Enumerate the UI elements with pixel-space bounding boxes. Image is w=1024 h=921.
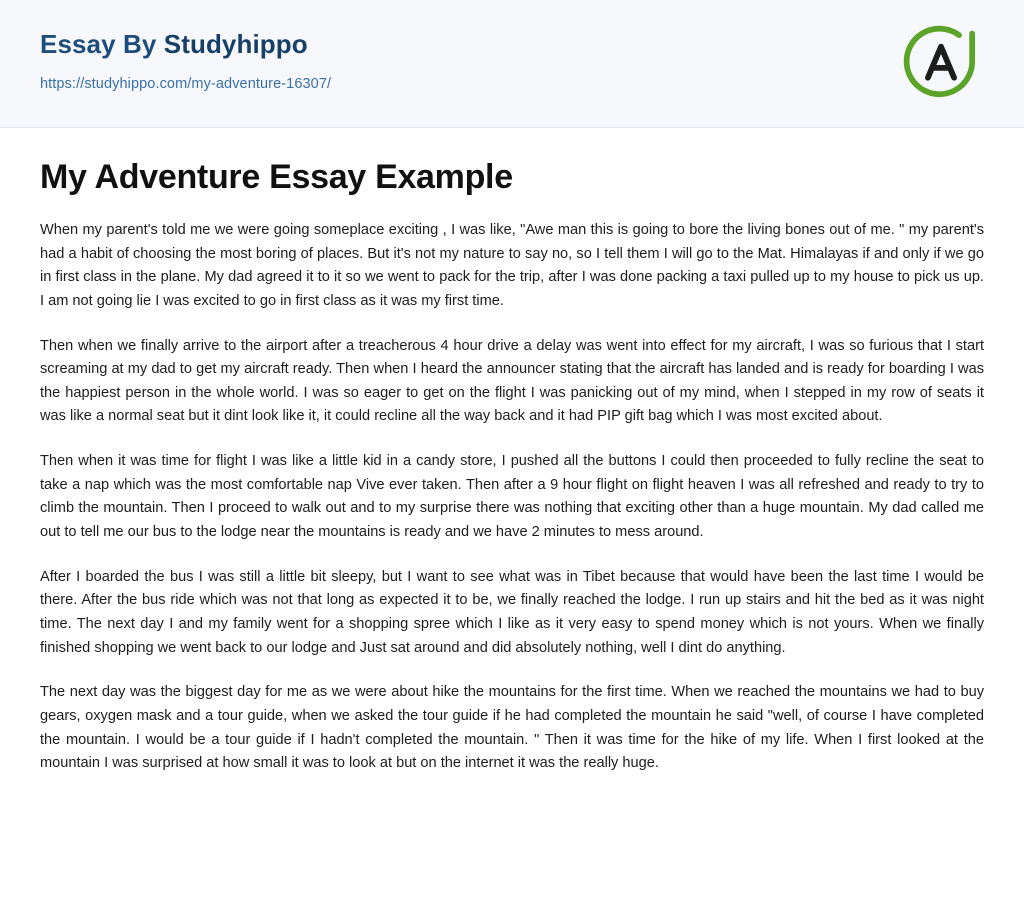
source-url-link[interactable]: https://studyhippo.com/my-adventure-16307/	[40, 75, 332, 92]
article-body	[0, 128, 1024, 776]
site-brand	[40, 30, 984, 59]
brand-prefix: Essay By	[40, 29, 164, 59]
page-title: My Adventure Essay Example	[40, 158, 513, 196]
site-header	[0, 0, 1024, 128]
studyhippo-logo-icon	[900, 22, 982, 104]
article-paragraph: Then when it was time for flight I was like a little kid in a candy store, I pushed all the buttons I could then proceeded to fully recline the seat to take a nap which was the most comfortable nap Vive ever taken. Then after a 9 hour flight on flight heaven I was all refreshed and ready to try to climb the mountain. Then I proceed to walk out and to my surprise there was nothing that exciting other than a huge mountain. My dad called me out to tell me our bus to the lodge near the mountains is ready and we have 2 minutes to mess around.	[40, 453, 984, 541]
article-paragraph: After I boarded the bus I was still a little bit sleepy, but I want to see what was in Tibet because that would have been the last time I would be there. After the bus ride which was not that long as expected it to be, we finally reached the lodge. I run up stairs and hit the bed as it was night time. The next day I and my family went for a shopping spree which I like as it very easy to spend money which is not yours. When we finally finished shopping we went back to our lodge and Just sat around and did absolutely nothing, well I dint do anything.	[40, 568, 984, 656]
article-paragraph: When my parent's told me we were going someplace exciting , I was like, "Awe man this is going to bore the living bones out of me. " my parent's had a habit of choosing the most boring of places. But it's not my nature to say no, so I tell them I will go to the Mat. Himalayas if and only if we go in first class in the plane. My dad agreed it to it so we went to pack for the trip, after I was done packing a taxi pulled up to my house to pick us up. I am not going lie I was excited to go in first class as it was my first time.	[40, 222, 984, 309]
brand-name: Studyhippo	[163, 29, 308, 59]
article-paragraph: Then when we finally arrive to the airport after a treacherous 4 hour drive a delay was went into effect for my aircraft, I was so furious that I start screaming at my dad to get my aircraft ready. Then when I heard the announcer stating that the aircraft has landed and is ready for boarding I was the happiest person in the whole world. I was so eager to get on the flight I was panicking out of my mind, when I stepped in my row of seats it was like a normal seat but it dint look like it, it could recline all the way back and it had PIP gift bag which I was most excited about.	[40, 337, 984, 425]
article-paragraph: The next day was the biggest day for me as we were about hike the mountains for the first time. When we reached the mountains we had to buy gears, oxygen mask and a tour guide, when we asked the tour guide if he had completed the mountain he said "well, of course I have completed the mountain. I would be a tour guide if I hadn't completed the mountain. " Then it was time for the hike of my life. When I first looked at the mountain I was surprised at how small it was to look at but on the internet it was the really huge.	[40, 684, 984, 772]
